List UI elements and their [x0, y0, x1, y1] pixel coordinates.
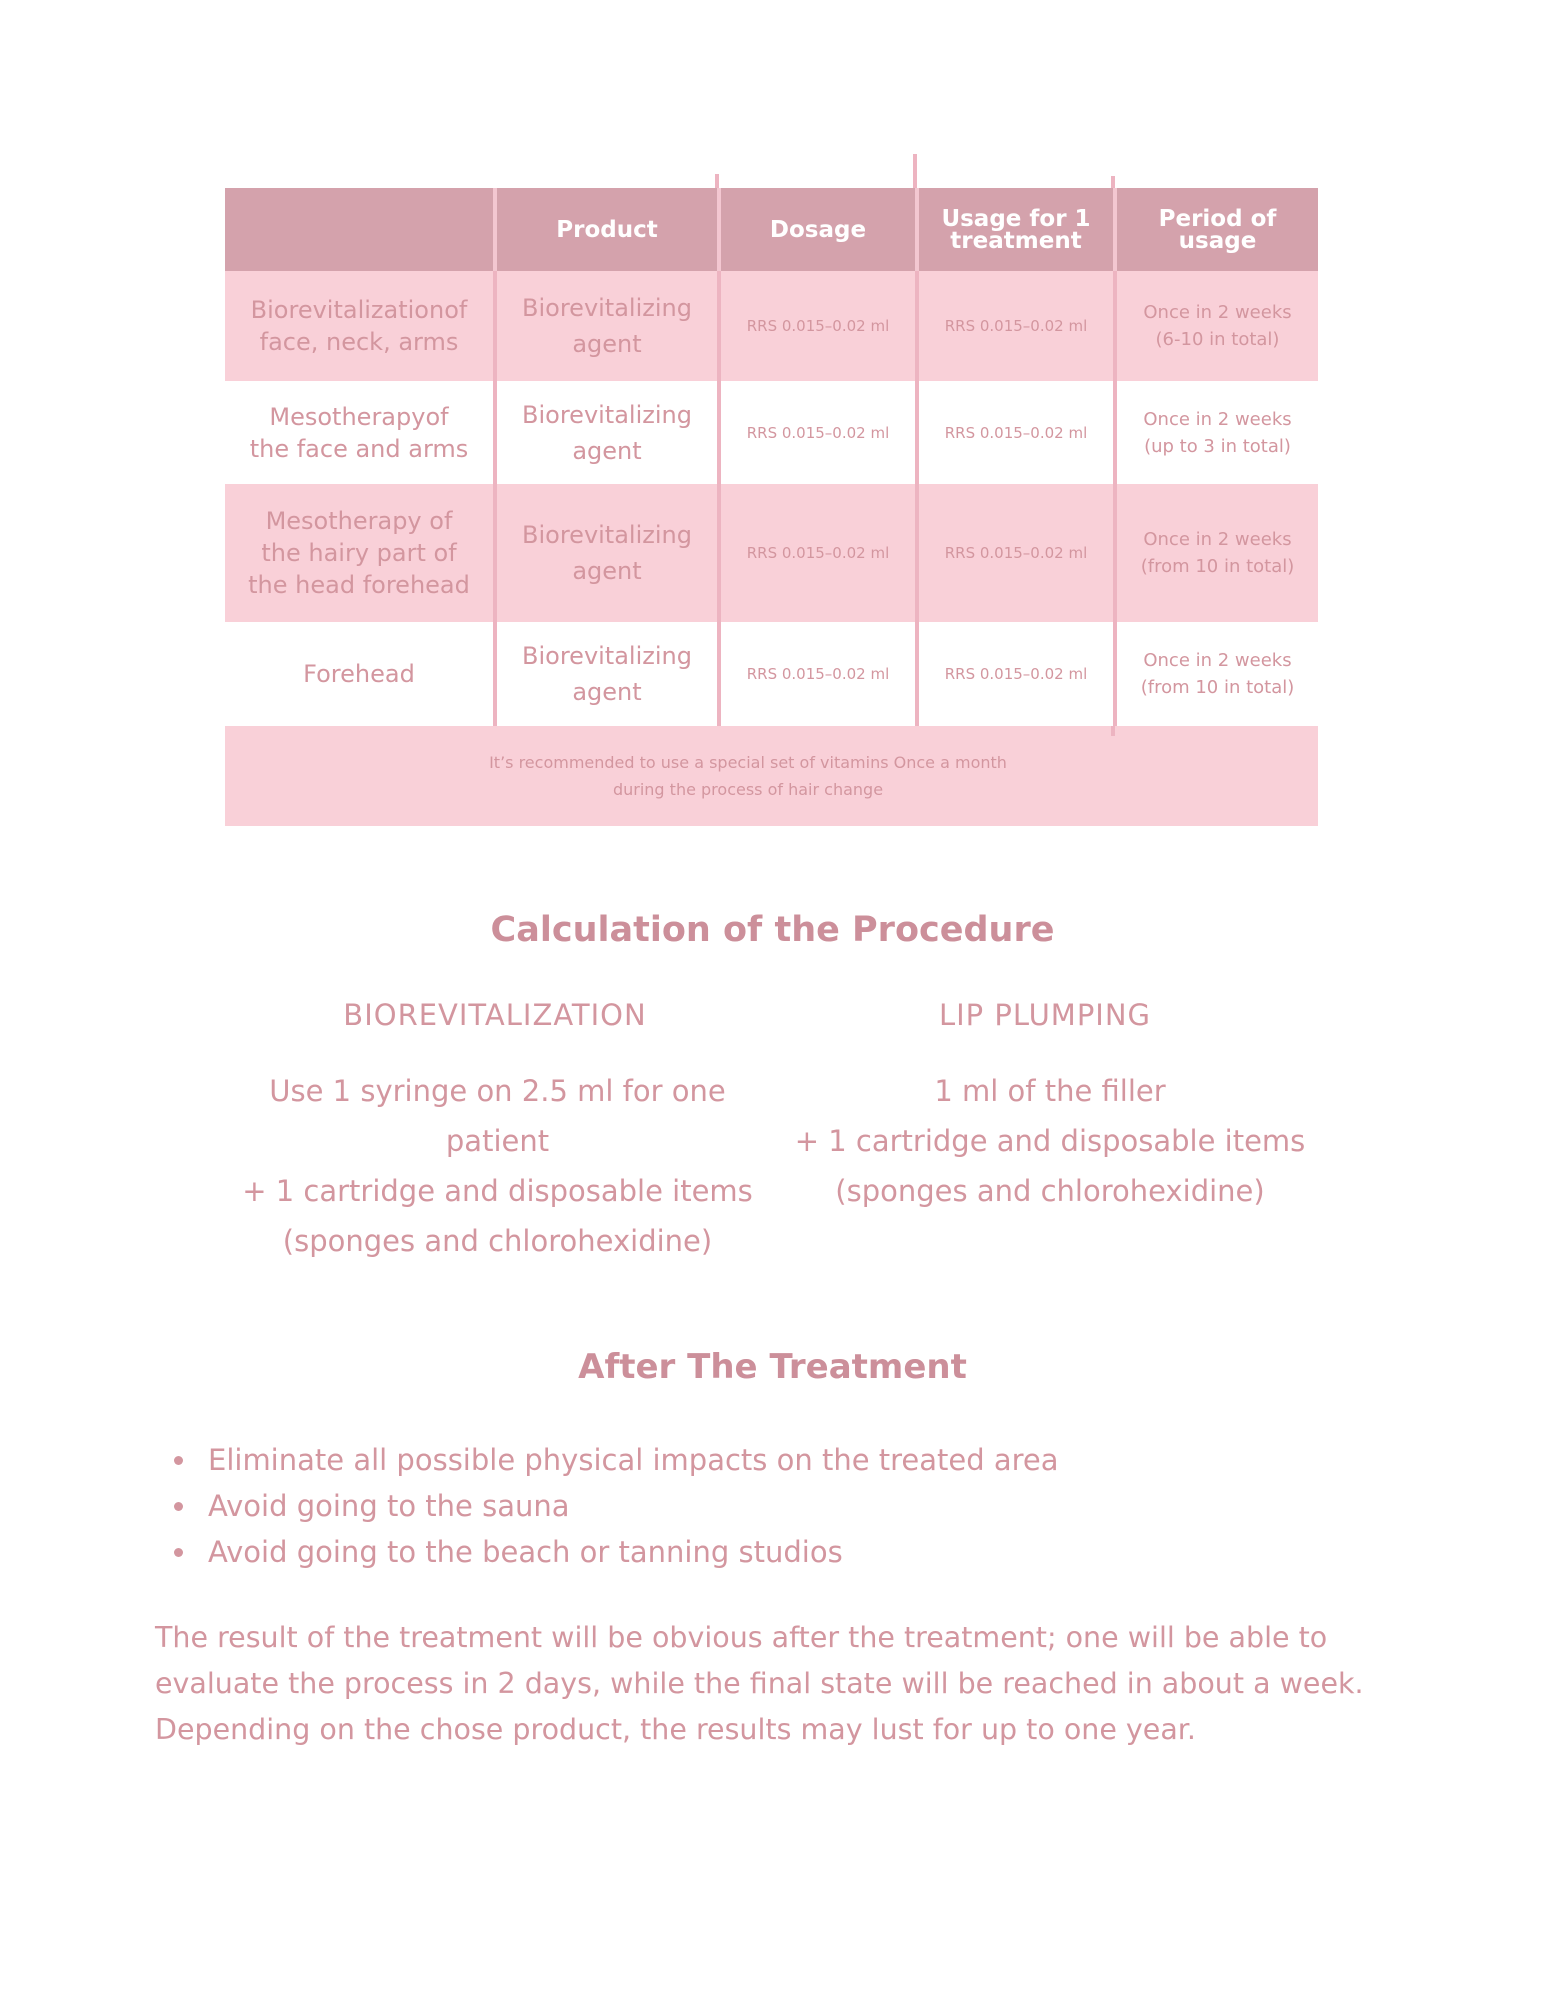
row-product [493, 271, 717, 381]
table-row [225, 271, 1318, 381]
bullet-icon [174, 1502, 183, 1511]
calculation-heading: Calculation of the Procedure [490, 910, 1055, 950]
row-product [493, 484, 717, 622]
table-row [225, 622, 1318, 726]
row-usage: RRS 0.015–0.02 ml [915, 381, 1113, 484]
product-line: agent [572, 678, 642, 706]
row-period [1113, 622, 1318, 726]
period-line: (from 10 in total) [1140, 556, 1295, 577]
row-product [493, 622, 717, 726]
divider-tick [1111, 726, 1115, 736]
row-dosage: RRS 0.015–0.02 ml [717, 484, 915, 622]
row-treatment-name [225, 622, 493, 726]
product-line: agent [572, 330, 642, 358]
period-line: Once in 2 weeks [1143, 650, 1292, 671]
table-header-period: Period of usage [1113, 188, 1318, 271]
calc-line: (sponges and chlorohexidine) [282, 1224, 713, 1258]
period-line: (from 10 in total) [1140, 677, 1295, 698]
row-period [1113, 381, 1318, 484]
period-line: Once in 2 weeks [1143, 529, 1292, 550]
row-period [1113, 484, 1318, 622]
period-line: (up to 3 in total) [1144, 435, 1291, 457]
table-header-usage-line2: treatment [950, 227, 1082, 254]
calc-line: patient [445, 1124, 550, 1158]
row-dosage: RRS 0.015–0.02 ml [717, 622, 915, 726]
calc-line: (sponges and chlorohexidine) [835, 1174, 1265, 1208]
period-line: Once in 2 weeks [1143, 302, 1292, 323]
treatment-table [225, 188, 1318, 826]
paragraph-line: The result of the treatment will be obvious after the treatment; one will be able to [155, 1621, 1328, 1654]
note-line: during the process of hair change [612, 780, 884, 799]
name-line: Mesotherapyof [269, 402, 449, 431]
biorevitalization-title: BIOREVITALIZATION [343, 998, 647, 1032]
list-item [172, 1483, 1059, 1529]
product-line: Biorevitalizing [522, 400, 692, 429]
list-item-text: Avoid going to the sauna [208, 1489, 570, 1523]
row-usage: RRS 0.015–0.02 ml [915, 484, 1113, 622]
row-period [1113, 271, 1318, 381]
table-header-usage-line1: Usage for 1 [941, 205, 1091, 232]
table-row [225, 381, 1318, 484]
list-item [172, 1437, 1059, 1483]
table-header-empty [225, 188, 493, 271]
name-line: Forehead [303, 660, 415, 688]
product-line: agent [572, 557, 642, 585]
name-line: the face and arms [249, 434, 469, 463]
name-line: Mesotherapy of [265, 507, 453, 535]
product-line: Biorevitalizing [522, 521, 692, 549]
table-header-usage [915, 188, 1113, 271]
row-usage: RRS 0.015–0.02 ml [915, 622, 1113, 726]
row-dosage: RRS 0.015–0.02 ml [717, 381, 915, 484]
bullet-icon [174, 1456, 183, 1465]
list-item-text: Eliminate all possible physical impacts on the treated area [208, 1443, 1059, 1477]
calc-line: Use 1 syringe on 2.5 ml for one [269, 1074, 726, 1108]
list-item [172, 1529, 1059, 1575]
period-line: (6-10 in total) [1155, 329, 1280, 350]
row-treatment-name [225, 271, 493, 381]
name-line: Biorevitalizationof [250, 296, 468, 324]
list-item-text: Avoid going to the beach or tanning studios [208, 1535, 843, 1569]
table-header-row [225, 188, 1318, 271]
table-row [225, 484, 1318, 622]
calc-line: 1 ml of the filler [934, 1074, 1166, 1108]
result-paragraph [155, 1615, 1405, 1753]
product-line: Biorevitalizing [522, 294, 692, 322]
after-treatment-list [172, 1437, 1059, 1575]
row-product [493, 381, 717, 484]
lip-plumping-description [775, 1066, 1325, 1216]
row-dosage: RRS 0.015–0.02 ml [717, 271, 915, 381]
biorevitalization-description [225, 1066, 770, 1266]
row-usage: RRS 0.015–0.02 ml [915, 271, 1113, 381]
period-line: Once in 2 weeks [1143, 408, 1292, 430]
row-treatment-name [225, 381, 493, 484]
divider-tick [1111, 176, 1115, 188]
table-header-dosage: Dosage [717, 188, 915, 271]
paragraph-line: evaluate the process in 2 days, while the final state will be reached in about a week. [155, 1667, 1364, 1700]
name-line: the hairy part of [261, 539, 457, 567]
bullet-icon [174, 1548, 183, 1557]
product-line: agent [572, 436, 642, 465]
name-line: face, neck, arms [259, 328, 459, 356]
name-line: the head forehead [248, 571, 470, 599]
table-header-product: Product [493, 188, 717, 271]
lip-plumping-title: LIP PLUMPING [938, 998, 1152, 1032]
table-note [225, 726, 1318, 826]
paragraph-line: Depending on the chose product, the results may lust for up to one year. [155, 1713, 1196, 1746]
product-line: Biorevitalizing [522, 642, 692, 670]
divider-tick [913, 154, 917, 188]
after-treatment-heading: After The Treatment [578, 1347, 967, 1387]
row-treatment-name [225, 484, 493, 622]
calc-line: + 1 cartridge and disposable items [794, 1124, 1306, 1158]
table-note-row [225, 726, 1318, 826]
calc-line: + 1 cartridge and disposable items [242, 1174, 753, 1208]
note-line: It’s recommended to use a special set of vitamins Once a month [489, 753, 1007, 772]
divider-tick [715, 174, 719, 188]
